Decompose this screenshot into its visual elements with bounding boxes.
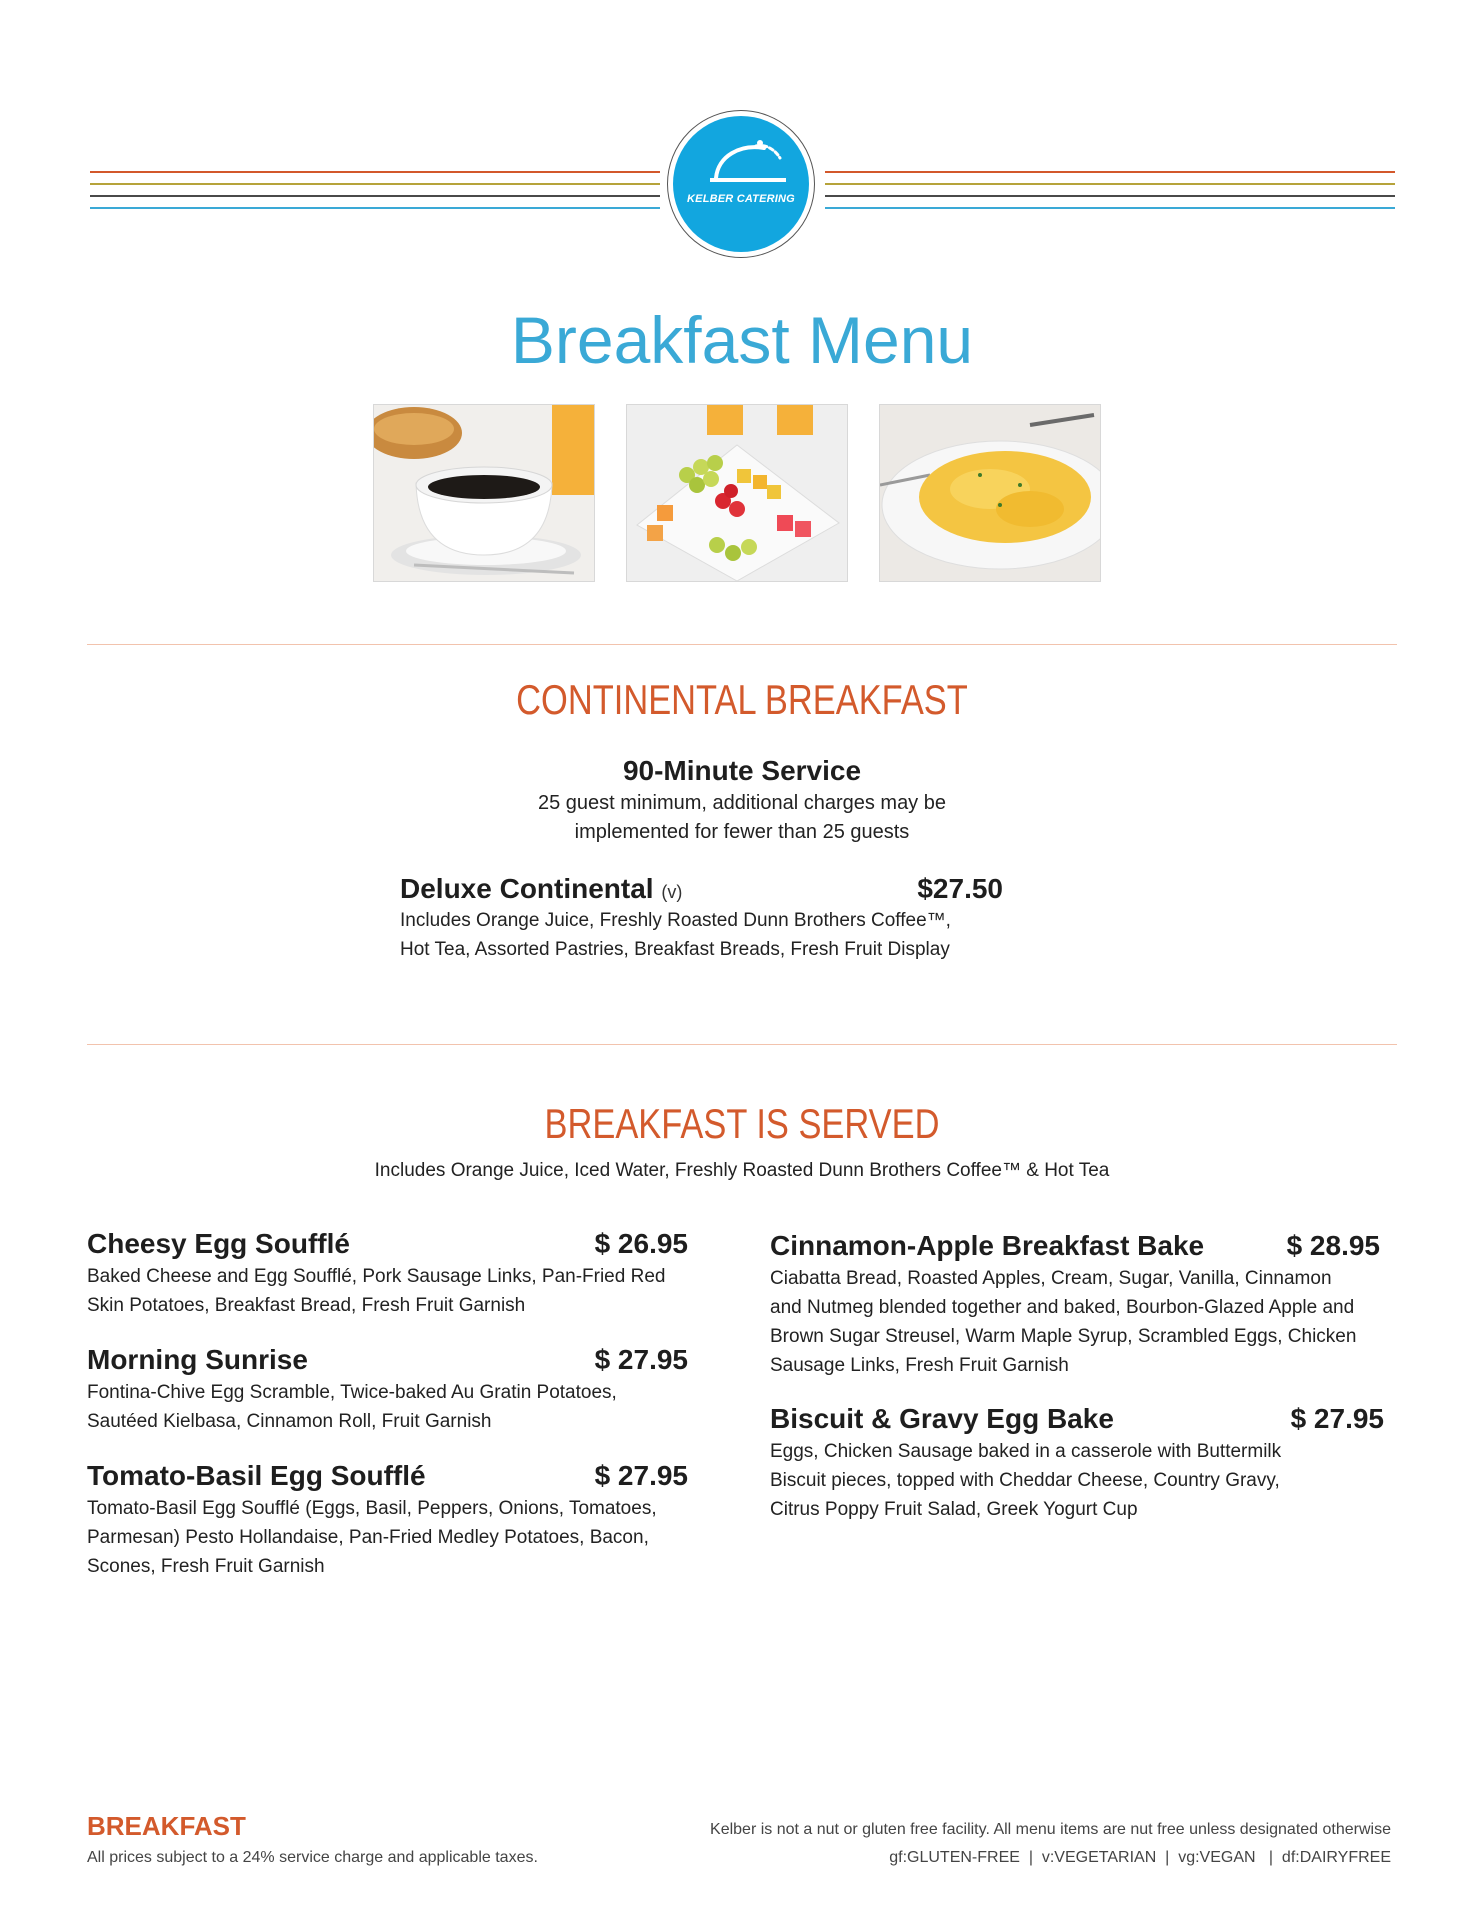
item-price: $ 27.95	[1290, 1403, 1384, 1434]
item-price: $ 26.95	[594, 1228, 688, 1259]
item-name: Tomato-Basil Egg Soufflé	[87, 1460, 426, 1491]
stripe-orange	[90, 171, 660, 173]
item-price: $27.50	[917, 873, 1003, 904]
scrambled-eggs-icon	[880, 405, 1101, 582]
stripe-blue	[90, 207, 660, 209]
service-note-line2: implemented for fewer than 25 guests	[574, 821, 910, 843]
allergy-note: Kelber is not a nut or gluten free facility. All menu items are nut free unless designated otherwise	[710, 1821, 1391, 1838]
photo-coffee	[373, 404, 595, 582]
diet-tag: (v)	[661, 882, 683, 902]
item-desc-line: Tomato-Basil Egg Soufflé (Eggs, Basil, Peppers, Onions, Tomatoes,	[87, 1498, 657, 1519]
item-desc-line2: Hot Tea, Assorted Pastries, Breakfast Breads, Fresh Fruit Display	[400, 939, 950, 960]
served-heading: BREAKFAST IS SERVED	[544, 1100, 940, 1147]
item-name: Morning Sunrise	[87, 1344, 308, 1375]
cloche-icon	[700, 132, 790, 192]
footer-label: BREAKFAST	[87, 1811, 246, 1841]
item-name: Cinnamon-Apple Breakfast Bake	[770, 1230, 1205, 1261]
item-desc-line: Biscuit pieces, topped with Cheddar Cheese, Country Gravy,	[770, 1470, 1280, 1491]
diet-legend: gf:GLUTEN-FREE | v:VEGETARIAN | vg:VEGAN | df:DAIRYFREE	[889, 1849, 1391, 1866]
stripe-olive	[90, 183, 660, 185]
item-desc-line: Skin Potatoes, Breakfast Bread, Fresh Fruit Garnish	[87, 1295, 526, 1316]
page-title: Breakfast Menu	[510, 303, 974, 377]
item-desc-line: Baked Cheese and Egg Soufflé, Pork Sausage Links, Pan-Fried Red	[87, 1266, 666, 1287]
item-desc-line: Sausage Links, Fresh Fruit Garnish	[770, 1355, 1069, 1376]
item-desc-line: Scones, Fresh Fruit Garnish	[87, 1556, 325, 1577]
item-name	[400, 873, 682, 905]
item-desc-line: Ciabatta Bread, Roasted Apples, Cream, Sugar, Vanilla, Cinnamon	[770, 1268, 1332, 1289]
divider	[87, 1044, 1397, 1045]
divider	[87, 644, 1397, 645]
item-desc-line: and Nutmeg blended together and baked, Bourbon-Glazed Apple and	[770, 1297, 1355, 1318]
photo-eggs	[879, 404, 1101, 582]
stripe-orange	[825, 171, 1395, 173]
photo-fruit	[626, 404, 848, 582]
item-desc-line: Brown Sugar Streusel, Warm Maple Syrup, Scrambled Eggs, Chicken	[770, 1326, 1357, 1347]
prices-note: All prices subject to a 24% service charge and applicable taxes.	[87, 1849, 538, 1866]
coffee-cup-icon	[374, 405, 595, 582]
item-name: Cheesy Egg Soufflé	[87, 1228, 350, 1259]
item-desc-line: Fontina-Chive Egg Scramble, Twice-baked Au Gratin Potatoes,	[87, 1382, 617, 1403]
item-desc-line1: Includes Orange Juice, Freshly Roasted Dunn Brothers Coffee™,	[400, 910, 951, 931]
item-desc-line: Eggs, Chicken Sausage baked in a casserole with Buttermilk	[770, 1441, 1282, 1462]
stripe-blue	[825, 207, 1395, 209]
item-price: $ 27.95	[594, 1344, 688, 1375]
served-subtitle: Includes Orange Juice, Iced Water, Freshly Roasted Dunn Brothers Coffee™ & Hot Tea	[374, 1160, 1110, 1181]
fruit-platter-icon	[627, 405, 848, 582]
item-desc-line: Citrus Poppy Fruit Salad, Greek Yogurt Cup	[770, 1499, 1138, 1520]
item-price: $ 27.95	[594, 1460, 688, 1491]
stripe-dark	[90, 195, 660, 197]
service-note-line1: 25 guest minimum, additional charges may be	[538, 792, 946, 814]
stripe-dark	[825, 195, 1395, 197]
logo-text: KELBER CATERING	[687, 193, 795, 205]
service-title: 90-Minute Service	[622, 755, 862, 786]
item-desc-line: Sautéed Kielbasa, Cinnamon Roll, Fruit Garnish	[87, 1411, 492, 1432]
continental-heading: CONTINENTAL BREAKFAST	[516, 676, 968, 723]
item-name-text: Deluxe Continental	[400, 873, 654, 904]
item-price: $ 28.95	[1286, 1230, 1380, 1261]
item-desc-line: Parmesan) Pesto Hollandaise, Pan-Fried Medley Potatoes, Bacon,	[87, 1527, 649, 1548]
stripe-olive	[825, 183, 1395, 185]
item-name: Biscuit & Gravy Egg Bake	[770, 1403, 1114, 1434]
